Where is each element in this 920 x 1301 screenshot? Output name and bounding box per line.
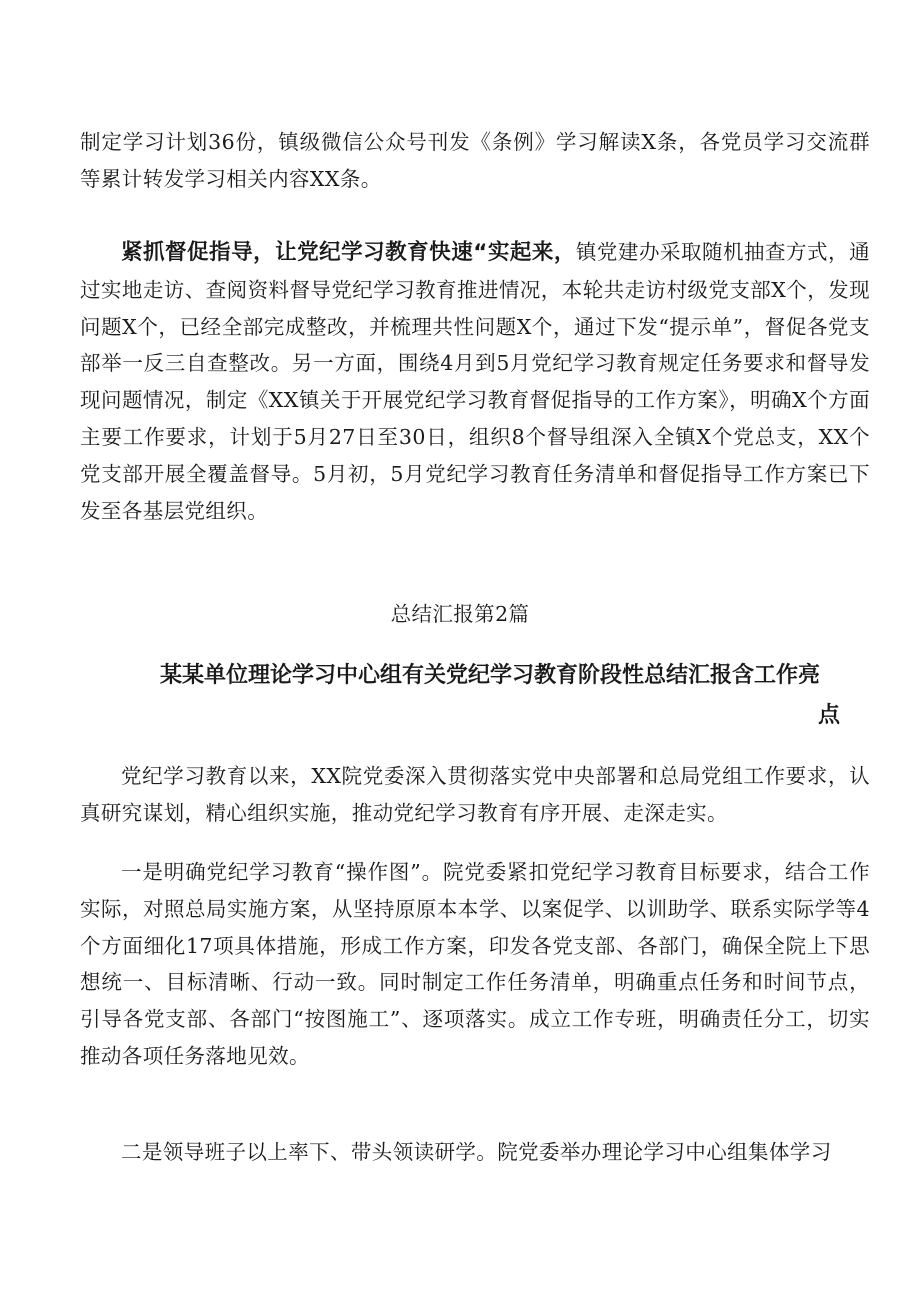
paragraph-point-one: 一是明确党纪学习教育“操作图”。院党委紧扣党纪学习教育目标要求，结合工作实际，对照总局实施方案，从坚持原原本本学、以案促学、以训助学、联系实际学等4个方面细化17项具体措施，形成工作方案，印发各党支部、各部门，确保全院上下思想统一、目标清晰、行动一致。同时制定工作任务清单，明确重点任务和时间节点，引导各党支部、各部门“按图施工”、逐项落实。成立工作专班，明确责任分工，切实推动各项任务落地见效。 [80,860,870,1068]
paragraph-point-two: 二是领导班子以上率下、带头领读研学。院党委举办理论学习中心组集体学习 [121,1140,832,1164]
document-title [110,656,840,736]
paragraph-supervision-body: 镇党建办采取随机抽查方式，通过实地走访、查阅资料督导党纪学习教育推进情况，本轮共走访村级党支部X个，发现问题X个，已经全部完成整改，并梳理共性问题X个，通过下发“提示单”，督促各党支部举一反三自查整改。另一方面，围绕4月到5月党纪学习教育规定任务要求和督导发现问题情况，制定《XX镇关于开展党纪学习教育督促指导的工作方案》，明确X个方面主要工作要求，计划于5月27日至30日，组织8个督导组深入全镇X个党总支，XX个党支部开展全覆盖督导。5月初，5月党纪学习教育任务清单和督促指导工作方案已下发至各基层党组织。 [80,240,870,523]
paragraph-supervision [80,234,870,529]
section-label: 总结汇报第2篇 [390,602,530,626]
paragraph-intro: 党纪学习教育以来，XX院党委深入贯彻落实党中央部署和总局党组工作要求，认真研究谋划，精心组织实施，推动党纪学习教育有序开展、走深走实。 [80,764,870,825]
paragraph-lead-heading: 紧抓督促指导，让党纪学习教育快速“实起来， [121,240,576,265]
document-title-line2: 点 [817,703,840,728]
paragraph-study-plan: 制定学习计划36份，镇级微信公众号刊发《条例》学习解读X条，各党员学习交流群等累计转发学习相关内容XX条。 [80,130,870,191]
document-title-line1: 某某单位理论学习中心组有关党纪学习教育阶段性总结汇报含工作亮 [159,663,820,688]
